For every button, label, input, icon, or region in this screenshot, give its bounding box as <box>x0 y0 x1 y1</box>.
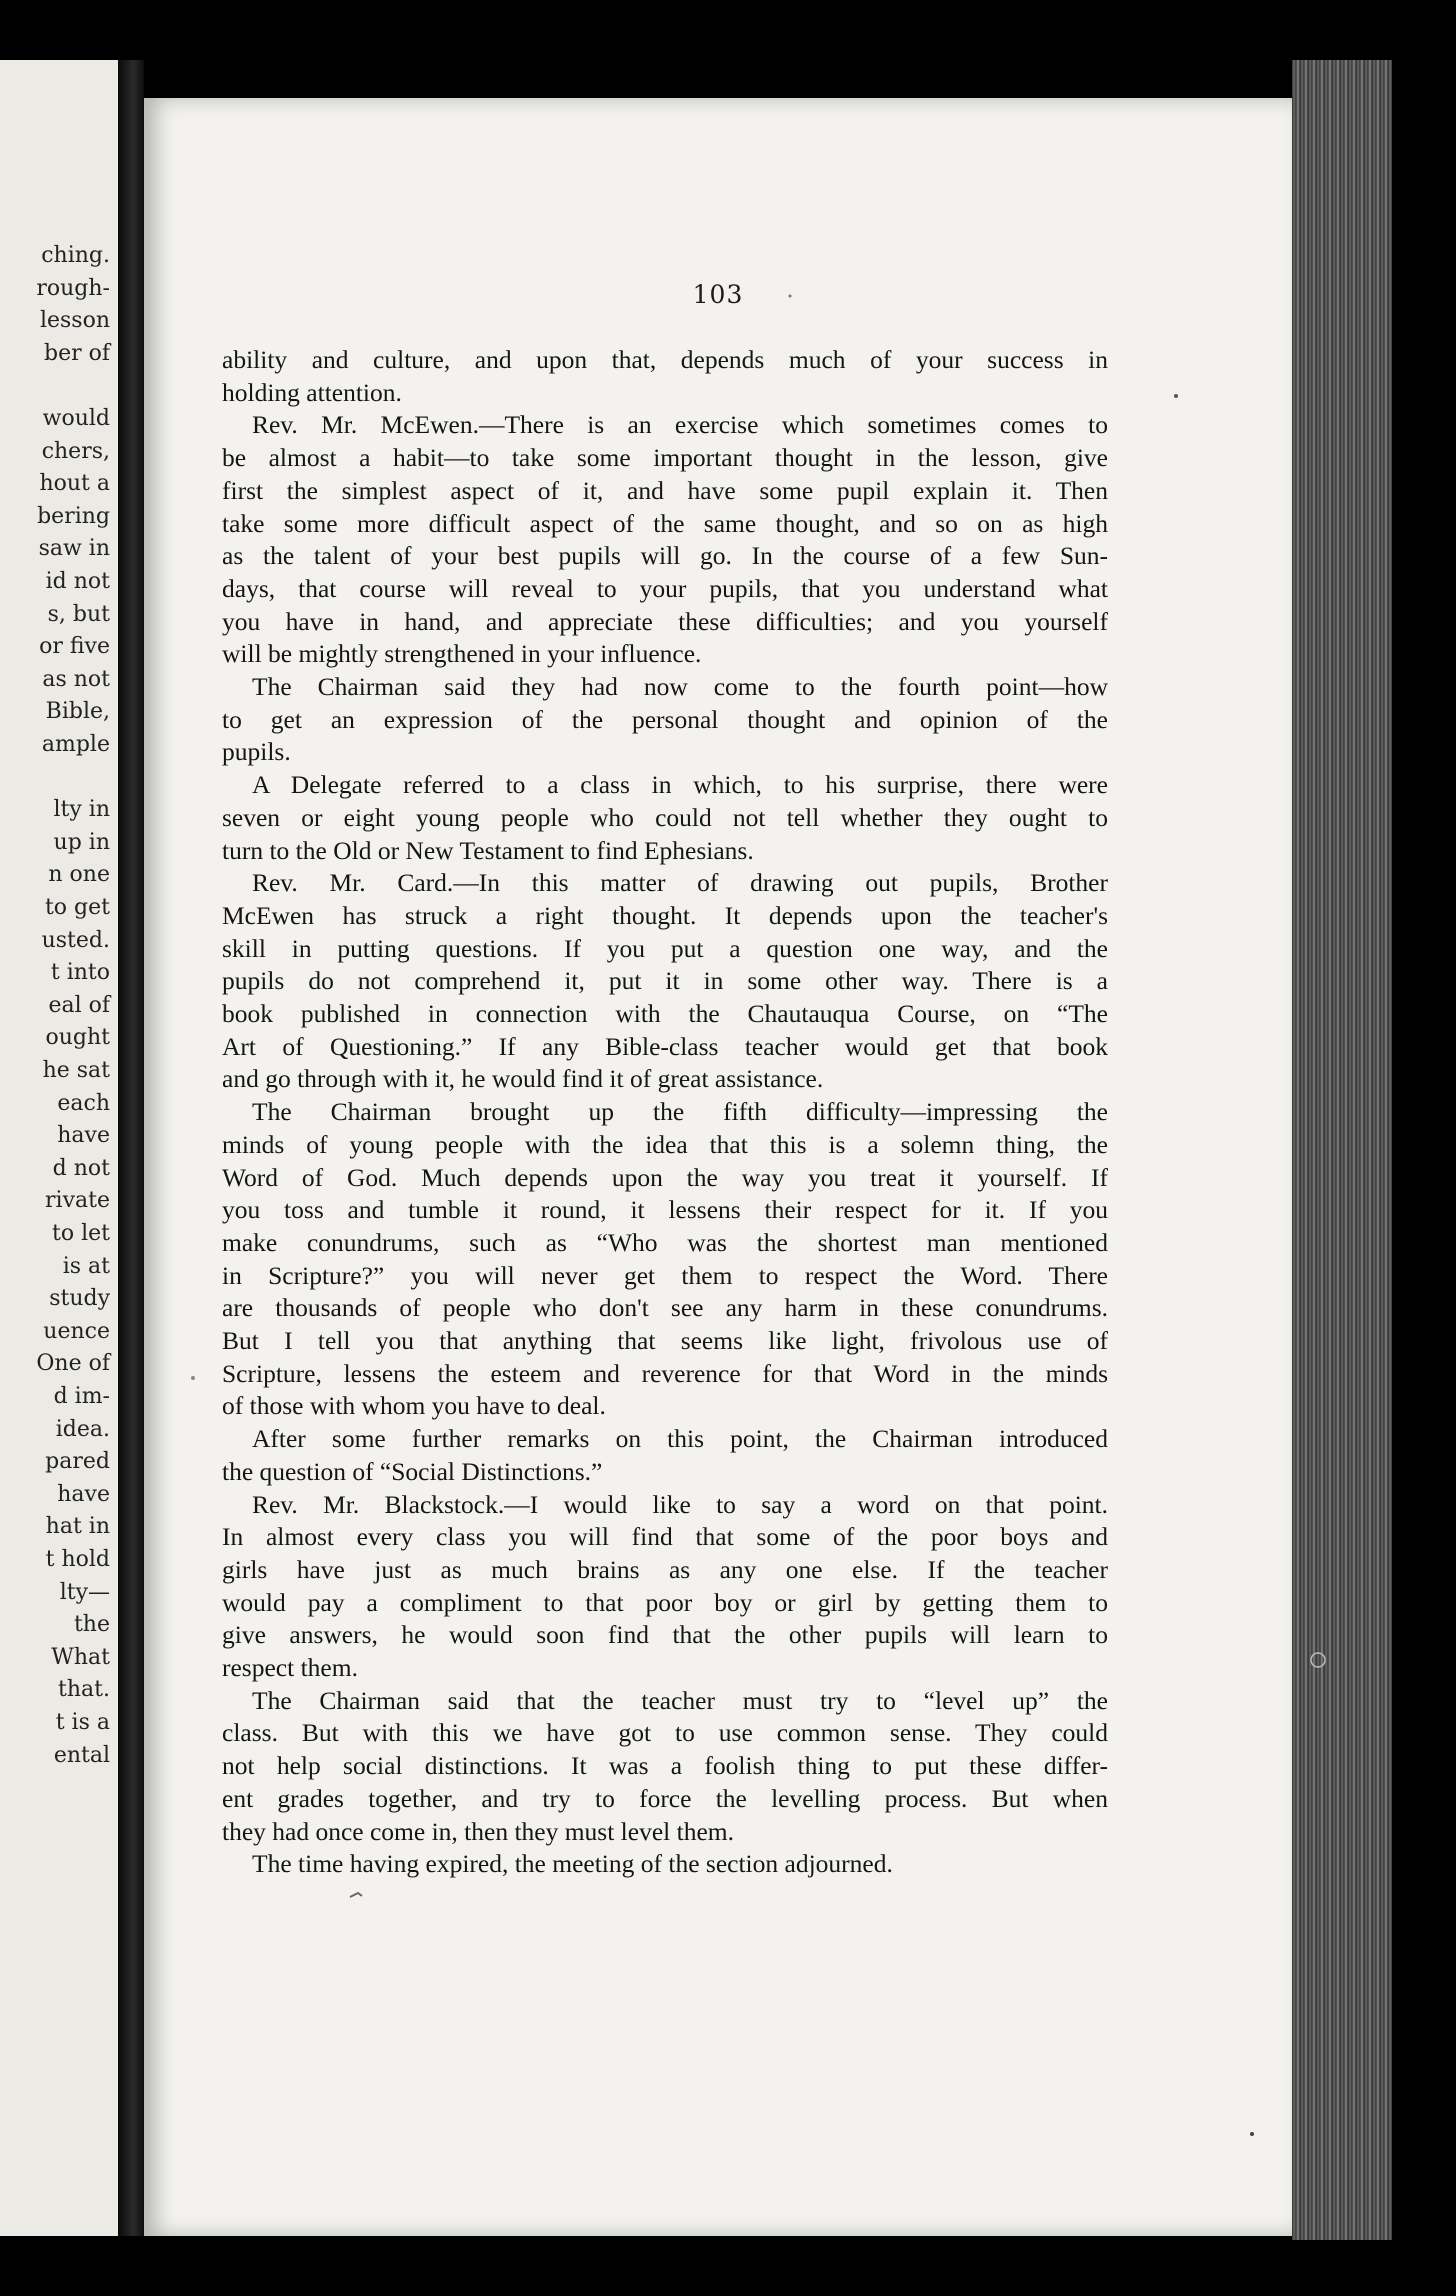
text-line: respect them. <box>222 1653 358 1682</box>
text-line: of those with whom you have to deal. <box>222 1391 606 1421</box>
left-page-line-fragment: ber of <box>44 340 110 366</box>
left-page-line-fragment: t into <box>50 960 110 986</box>
left-page-line-fragment: or five <box>39 634 110 660</box>
text-line: book published in connection with the Chautauqua Course, on “The <box>222 999 1108 1028</box>
left-page-line-fragment: up in <box>53 829 110 855</box>
previous-page-fragment <box>0 60 124 2236</box>
left-page-line-fragment: n one <box>48 862 110 888</box>
text-line: The Chairman said that the teacher must try to “level up” the <box>252 1685 1108 1715</box>
text-line: Word of God. Much depends upon the way you treat it yourself. If <box>222 1162 1108 1192</box>
left-page-line-fragment: One of <box>36 1351 110 1377</box>
text-line: Rev. Mr. McEwen.—There is an exercise which sometimes comes to <box>252 410 1108 440</box>
left-page-line-fragment: Bible, <box>45 699 110 725</box>
left-page-line-fragment: What <box>51 1644 110 1670</box>
text-line: pupils do not comprehend it, put it in some other way. There is a <box>222 966 1108 996</box>
text-line: they had once come in, then they must level them. <box>222 1816 734 1846</box>
left-page-line-fragment: bering <box>37 503 110 529</box>
text-line: McEwen has struck a right thought. It depends upon the teacher's <box>222 900 1108 930</box>
page-number: 103 <box>692 280 744 309</box>
text-line: days, that course will reveal to your pupils, that you understand what <box>222 573 1108 603</box>
book-page <box>144 98 1292 2236</box>
left-page-line-fragment: hout a <box>39 471 110 497</box>
text-line: skill in putting questions. If you put a question one way, and the <box>222 933 1108 963</box>
text-line: would pay a compliment to that poor boy or girl by getting them to <box>222 1587 1108 1617</box>
left-page-line-fragment: eal of <box>48 992 110 1018</box>
text-line: first the simplest aspect of it, and have some pupil explain it. Then <box>222 475 1108 505</box>
left-page-line-fragment: hat in <box>45 1514 110 1540</box>
left-page-line-fragment: s, but <box>47 601 110 627</box>
left-page-line-fragment: to get <box>44 895 110 920</box>
left-page-line-fragment: t hold <box>45 1547 110 1572</box>
text-line: give answers, he would soon find that the other pupils will learn to <box>222 1620 1108 1650</box>
left-page-line-fragment: that. <box>58 1677 110 1703</box>
left-page-line-fragment: is at <box>62 1253 110 1279</box>
text-line: holding attention. <box>222 377 402 407</box>
left-page-line-fragment: have <box>57 1481 110 1507</box>
text-line: Art of Questioning.” If any Bible-class teacher would get that book <box>222 1031 1108 1061</box>
text-line: The time having expired, the meeting of the section adjourned. <box>252 1849 893 1879</box>
left-page-line-fragment: to let <box>52 1221 110 1246</box>
left-page-line-fragment: lesson <box>39 308 110 334</box>
left-page-line-fragment: each <box>57 1090 110 1116</box>
book-fore-edge <box>1292 60 1392 2240</box>
left-page-line-fragment: id not <box>45 569 110 594</box>
text-line: you have in hand, and appreciate these difficulties; and you yourself <box>222 606 1108 636</box>
text-line: as the talent of your best pupils will go. In the course of a few Sun- <box>222 541 1108 571</box>
text-line: turn to the Old or New Testament to find Ephesians. <box>222 835 754 865</box>
left-page-line-fragment: d im- <box>53 1384 110 1409</box>
text-line: minds of young people with the idea that this is a solemn thing, the <box>222 1129 1108 1159</box>
left-page-line-fragment: ought <box>45 1025 110 1051</box>
left-page-line-fragment: as not <box>42 666 110 692</box>
text-line: not help social distinctions. It was a foolish thing to put these differ- <box>222 1751 1108 1781</box>
text-line: to get an expression of the personal thought and opinion of the <box>222 704 1108 734</box>
text-line: After some further remarks on this point, the Chairman introduced <box>252 1424 1108 1454</box>
left-page-line-fragment: study <box>49 1286 110 1312</box>
text-line: The Chairman said they had now come to the fourth point—how <box>252 672 1108 701</box>
text-line: A Delegate referred to a class in which, to his surprise, there were <box>252 770 1108 800</box>
text-line: make conundrums, such as “Who was the shortest man mentioned <box>222 1227 1108 1257</box>
left-page-line-fragment: saw in <box>38 536 110 562</box>
text-line: ent grades together, and try to force the levelling process. But when <box>222 1783 1108 1813</box>
left-page-line-fragment: t is a <box>55 1710 110 1735</box>
text-line: take some more difficult aspect of the same thought, and so on as high <box>222 508 1108 538</box>
text-line: girls have just as much brains as any one else. If the teacher <box>222 1554 1108 1584</box>
left-page-line-fragment: the <box>73 1612 110 1638</box>
left-page-line-fragment: chers, <box>41 438 110 464</box>
text-line: Scripture, lessens the esteem and reverence for that Word in the minds <box>222 1358 1108 1388</box>
text-line: and go through with it, he would find it of great assistance. <box>222 1064 824 1094</box>
text-line: class. But with this we have got to use common sense. They could <box>222 1718 1108 1748</box>
text-line: Rev. Mr. Card.—In this matter of drawing out pupils, Brother <box>252 868 1108 898</box>
book-gutter <box>118 60 144 2236</box>
text-line: But I tell you that anything that seems like light, frivolous use of <box>222 1326 1108 1355</box>
text-line: the question of “Social Distinctions.” <box>222 1456 603 1486</box>
text-line: ability and culture, and upon that, depends much of your success in <box>222 345 1108 374</box>
text-line: be almost a habit—to take some important thought in the lesson, give <box>222 443 1108 473</box>
left-page-line-fragment: ching. <box>41 243 110 268</box>
text-line: you toss and tumble it round, it lessens their respect for it. If you <box>222 1195 1108 1225</box>
text-line: Rev. Mr. Blackstock.—I would like to say a word on that point. <box>252 1489 1108 1519</box>
left-page-line-fragment: d not <box>52 1155 110 1181</box>
text-line: are thousands of people who don't see any harm in these conundrums. <box>222 1293 1108 1323</box>
text-line: will be mightly strengthened in your influence. <box>222 639 702 669</box>
left-page-line-fragment: pared <box>45 1449 110 1475</box>
left-page-line-fragment: usted. <box>41 927 110 953</box>
left-page-line-fragment: he sat <box>42 1058 110 1083</box>
left-page-line-fragment: rivate <box>45 1188 110 1214</box>
text-line: in Scripture?” you will never get them to respect the Word. There <box>222 1260 1108 1290</box>
left-page-line-fragment: would <box>42 406 110 431</box>
text-line: The Chairman brought up the fifth difficulty—impressing the <box>252 1097 1108 1127</box>
text-line: seven or eight young people who could not tell whether they ought to <box>222 802 1108 832</box>
left-page-line-fragment: lty in <box>53 797 110 823</box>
left-page-line-fragment: idea. <box>55 1416 110 1442</box>
text-line: In almost every class you will find that some of the poor boys and <box>222 1522 1108 1552</box>
left-page-line-fragment: lty— <box>59 1579 110 1605</box>
left-page-line-fragment: have <box>57 1123 110 1149</box>
left-page-line-fragment: uence <box>43 1318 110 1344</box>
left-page-line-fragment: ample <box>41 732 110 757</box>
left-page-line-fragment: rough- <box>36 275 110 301</box>
left-page-line-fragment: ental <box>53 1742 110 1768</box>
text-line: pupils. <box>222 737 291 767</box>
